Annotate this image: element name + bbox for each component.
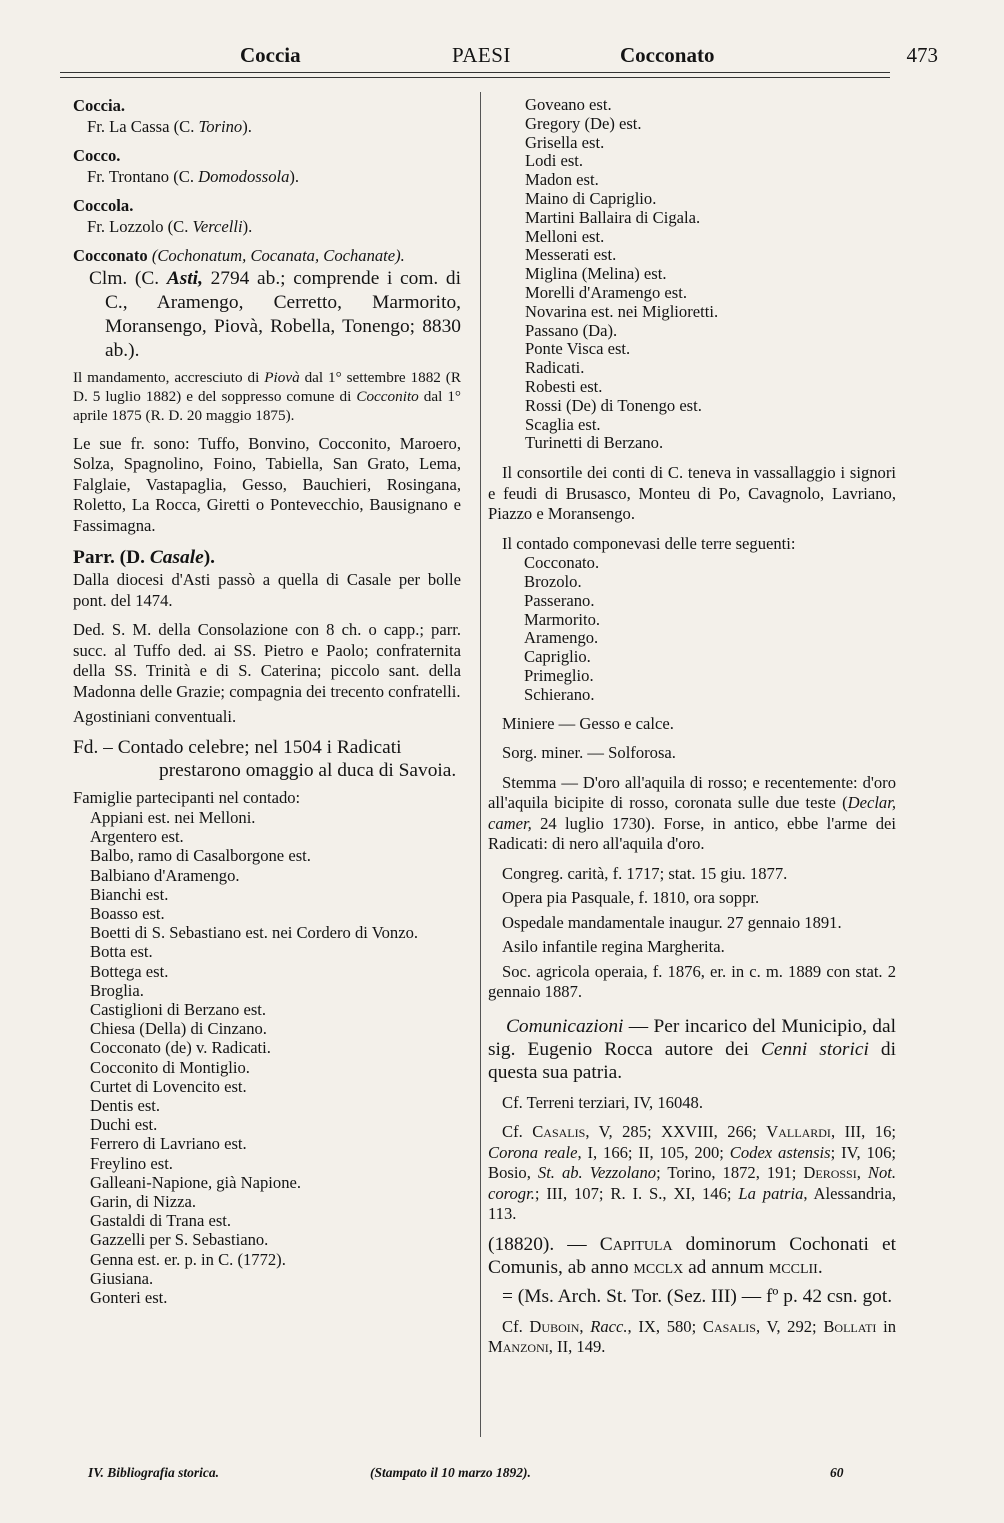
right-column <box>488 96 896 1358</box>
list-item: Bianchi est. <box>90 884 169 904</box>
list-item: Cocconato. <box>524 553 600 573</box>
list-item: Maino di Capriglio. <box>525 188 657 208</box>
list-item: Balbiano d'Aramengo. <box>90 865 240 885</box>
text: Il mandamento, accresciuto di <box>73 368 265 386</box>
text-italic: Declar, camer, <box>488 793 896 833</box>
text: ; III, 107; R. I. S., XI, 146; <box>534 1183 739 1203</box>
text-italic: Casale <box>149 547 204 568</box>
author-name: Bollati <box>823 1316 877 1336</box>
list-item: Lodi est. <box>525 151 584 171</box>
dedica-paragraph: Ded. S. M. della Consolazione con 8 ch. o capp.; parr. succ. al Tuffo ded. ai SS. Pietro e Paolo; confraternita della SS. Trinità e di S. Caterina; piccolo sant. della Madonna delle Grazie; compagnia dei trecento confratelli. <box>73 620 461 701</box>
text: , V, 285; XXVIII, 266; <box>585 1122 767 1142</box>
text-smallcaps: mcclii <box>768 1256 818 1278</box>
list-item: Gregory (De) est. <box>525 113 642 133</box>
list-item: Melloni est. <box>525 226 605 246</box>
text-italic: Comunicazioni <box>506 1015 624 1037</box>
diocesi-paragraph: Dalla diocesi d'Asti passò a quella di Casale per bolle pont. del 1474. <box>73 570 461 610</box>
list-item: Aramengo. <box>524 628 599 648</box>
text-smallcaps: Capitula <box>599 1233 673 1255</box>
list-item: Capriglio. <box>524 647 591 667</box>
text-italic: St. ab. Vezzolano <box>537 1163 657 1183</box>
list-item: Garin, di Nizza. <box>90 1192 196 1212</box>
header-rule-bottom <box>60 77 890 78</box>
text: Cf. <box>502 1316 530 1336</box>
list-item: Passano (Da). <box>525 320 618 340</box>
opera-pia-line: Opera pia Pasquale, f. 1810, ora soppr. <box>502 888 760 908</box>
text: ; IV, 106; Bosio, <box>488 1142 896 1183</box>
list-item: Balbo, ramo di Casalborgone est. <box>90 846 311 866</box>
author-name: Casalis <box>702 1316 756 1336</box>
text: dal 1° settembre 1882 (R D. 5 luglio 1882) e del soppresso comune di <box>73 368 461 405</box>
text: , II, 149. <box>548 1337 606 1357</box>
list-item: Argentero est. <box>90 827 184 847</box>
list-item: Gonteri est. <box>90 1288 168 1308</box>
entry-place: Domodossola <box>198 166 290 186</box>
list-item: Radicati. <box>525 358 585 378</box>
entry-place: Vercelli <box>192 216 243 236</box>
text-italic: Not. corogr. <box>488 1163 896 1203</box>
text-italic: Codex astensis <box>729 1142 831 1162</box>
list-item: Botta est. <box>90 942 153 962</box>
stemma-paragraph <box>488 773 896 855</box>
list-item: Castiglioni di Berzano est. <box>90 1000 267 1020</box>
list-item: Marmorito. <box>524 609 601 629</box>
list-item: Robesti est. <box>525 376 603 396</box>
famiglie-list <box>73 808 461 1307</box>
list-item: Boetti di S. Sebastiano est. nei Cordero di Vonzo. <box>90 923 419 943</box>
text-smallcaps: mcclx <box>633 1256 684 1278</box>
page-number: 473 <box>906 43 938 67</box>
footer-signature: 60 <box>830 1465 844 1480</box>
list-item: Bottega est. <box>90 961 169 981</box>
list-item: Appiani est. nei Melloni. <box>90 808 256 827</box>
list-item: Cocconito di Montiglio. <box>90 1057 250 1077</box>
entry-coccia <box>73 96 461 137</box>
main-entry-title: Cocconato <box>73 246 148 265</box>
clm-text-end: 2794 ab.; comprende i com. di C., Aramengo, Cerretto, Marmorito, Moransengo, Piovà, Robella, Tonengo; 8830 ab.). <box>105 267 462 361</box>
running-head-right: Cocconato <box>620 43 715 67</box>
text: (18820). — <box>488 1233 600 1255</box>
footer-left: IV. Bibliografia storica. <box>88 1465 220 1480</box>
text: 24 luglio 1730). Forse, in antico, ebbe l'arme dei Radicati: di nero all'aquila d'oro. <box>488 813 896 854</box>
text: , III, 16; <box>830 1122 896 1142</box>
text-italic: Cocconito <box>356 387 419 405</box>
list-item: Dentis est. <box>90 1096 161 1116</box>
main-entry-variants: (Cochonatum, Cocanata, Cochanate). <box>151 246 405 265</box>
list-item: Miglina (Melina) est. <box>525 264 667 284</box>
text-italic: Piovà <box>264 368 300 386</box>
parrocchia-heading <box>73 546 461 570</box>
text: dominorum Cochonati et Comunis, ab anno <box>488 1233 897 1278</box>
page-header <box>60 40 950 70</box>
fd-paragraph: Fd. – Contado celebre; nel 1504 i Radicati prestarono omaggio al duca di Savoia. <box>73 736 457 781</box>
text: Cf. <box>502 1122 533 1142</box>
famiglie-list-continued <box>488 96 896 453</box>
text: , I, 166; II, 105, 200; <box>577 1142 730 1162</box>
list-item: Chiesa (Della) di Cinzano. <box>90 1019 267 1039</box>
text-italic: Cenni storici <box>760 1038 869 1060</box>
entry-detail: Fr. Trontano (C. <box>87 166 199 186</box>
entry-title: Coccia. <box>73 96 126 115</box>
list-item: Scaglia est. <box>525 414 601 434</box>
terre-list <box>488 554 896 704</box>
cf-duboin-paragraph <box>488 1317 896 1358</box>
mandamento-paragraph <box>73 368 461 425</box>
list-item: Goveano est. <box>525 95 612 114</box>
list-item: Brozolo. <box>524 571 582 591</box>
cf-terreni-line: Cf. Terreni terziari, IV, 16048. <box>502 1092 703 1112</box>
list-item: Freylino est. <box>90 1153 173 1173</box>
entry-title: Cocco. <box>73 146 121 165</box>
text: ad annum <box>683 1256 769 1278</box>
left-column <box>73 96 461 1307</box>
list-item: Novarina est. nei Miglioretti. <box>525 301 719 321</box>
text: di questa sua patria. <box>488 1038 897 1083</box>
author-name: Vallardi <box>766 1122 831 1142</box>
author-name: Manzoni <box>488 1337 549 1357</box>
clm-text: Clm. (C. <box>89 267 167 289</box>
text-italic: La patria <box>738 1183 804 1203</box>
entry-detail: Fr. Lozzolo (C. <box>87 216 193 236</box>
list-item: Grisella est. <box>525 132 605 152</box>
entry-coccola <box>73 196 461 237</box>
clm-place: Asti, <box>166 267 203 289</box>
list-item: Curtet di Lovencito est. <box>90 1076 247 1096</box>
list-item: Primeglio. <box>524 665 594 685</box>
entry-detail-end: ). <box>289 166 300 186</box>
text: , IX, 580; <box>627 1316 703 1336</box>
header-rule-top <box>60 72 890 73</box>
text: in <box>876 1316 896 1336</box>
text-italic: Corona reale <box>488 1142 578 1162</box>
congregazione-line: Congreg. carità, f. 1717; stat. 15 giu. 1877. <box>502 863 788 883</box>
entry-cocconato <box>73 246 461 363</box>
entry-detail-end: ). <box>242 116 252 136</box>
author-name: Duboin <box>529 1316 580 1336</box>
list-item: Morelli d'Aramengo est. <box>525 282 687 302</box>
list-item: Madon est. <box>525 170 599 190</box>
running-head-center: PAESI <box>452 43 511 67</box>
text: ). <box>203 547 216 568</box>
frazioni-paragraph: Le sue fr. sono: Tuffo, Bonvino, Cocconito, Maroero, Solza, Spagnolino, Foino, Tabiella, San Grato, Lema, Falglaie, Vastapaglia, Gesso, Bauchieri, Rosingana, Roletto, La Rocca, Giretti o Pontevecchio, Bausignano e Fassimagna. <box>73 433 461 535</box>
text: Parr. (D. <box>73 547 150 568</box>
text: ; Torino, 1872, 191; <box>656 1163 804 1183</box>
famiglie-heading: Famiglie partecipanti nel contado: <box>73 787 301 807</box>
author-name: Derossi <box>803 1163 857 1183</box>
sorgenti-line: Sorg. miner. — Solforosa. <box>502 743 676 763</box>
entry-title: Coccola. <box>73 196 134 215</box>
list-item: Cocconato (de) v. Radicati. <box>90 1038 271 1058</box>
list-item: Ferrero di Lavriano est. <box>90 1134 247 1154</box>
running-head-left: Coccia <box>240 43 301 67</box>
agostiniani-line: Agostiniani conventuali. <box>73 707 237 726</box>
list-item: Gastaldi di Trana est. <box>90 1211 232 1231</box>
list-item: Rossi (De) di Tonengo est. <box>525 395 702 415</box>
societa-line: Soc. agricola operaia, f. 1876, er. in c. m. 1889 con stat. 2 gennaio 1887. <box>488 961 896 1002</box>
clm-paragraph <box>73 267 461 363</box>
entry-place: Torino <box>198 116 243 136</box>
author-name: Casalis <box>532 1122 586 1142</box>
capitula-paragraph <box>488 1233 896 1279</box>
list-item: Messerati est. <box>525 245 617 265</box>
text: dal 1° aprile 1875 (R. D. 20 maggio 1875). <box>73 387 461 424</box>
contado-heading: Il contado componevasi delle terre seguenti: <box>502 533 796 553</box>
entry-cocco <box>73 146 461 187</box>
list-item: Turinetti di Berzano. <box>525 433 664 453</box>
list-item: Boasso est. <box>90 904 165 924</box>
manuscript-paragraph: = (Ms. Arch. St. Tor. (Sez. III) — fº p. 42 csn. got. <box>502 1285 893 1307</box>
list-item: Genna est. er. p. in C. (1772). <box>90 1249 286 1269</box>
consortile-paragraph: Il consortile dei conti di C. teneva in vassallaggio i signori e feudi di Brusasco, Monteu di Po, Cavagnolo, Lavriano, Piazzo e Moransengo. <box>488 463 896 524</box>
footer-center: (Stampato il 10 marzo 1892). <box>370 1465 531 1480</box>
miniere-line: Miniere — Gesso e calce. <box>502 713 674 733</box>
text: . <box>817 1256 823 1278</box>
cf-bibliography-paragraph <box>488 1122 896 1225</box>
asilo-line: Asilo infantile regina Margherita. <box>502 937 725 957</box>
list-item: Ponte Visca est. <box>525 339 631 359</box>
text-italic: Racc. <box>590 1316 628 1336</box>
text: — Per incarico del Municipio, dal sig. Eugenio Rocca autore dei <box>488 1015 896 1060</box>
column-divider <box>480 92 481 1437</box>
list-item: Gazzelli per S. Sebastiano. <box>90 1230 269 1250</box>
text: , <box>856 1163 868 1183</box>
ospedale-line: Ospedale mandamentale inaugur. 27 gennaio 1891. <box>502 912 842 932</box>
text: , V, 292; <box>755 1316 824 1336</box>
list-item: Broglia. <box>90 980 144 1000</box>
page-footer <box>60 1465 940 1485</box>
list-item: Schierano. <box>524 684 595 704</box>
list-item: Duchi est. <box>90 1115 158 1135</box>
list-item: Passerano. <box>524 590 595 610</box>
list-item: Giusiana. <box>90 1268 154 1288</box>
text: , <box>579 1316 591 1336</box>
entry-detail: Fr. La Cassa (C. <box>87 116 199 136</box>
list-item: Galleani-Napione, già Napione. <box>90 1172 302 1192</box>
text: , Alessandria, 113. <box>488 1183 896 1224</box>
comunicazioni-paragraph <box>488 1015 896 1084</box>
list-item: Martini Ballaira di Cigala. <box>525 207 701 227</box>
text: Stemma — D'oro all'aquila di rosso; e recentemente: d'oro all'aquila bicipite di rosso, coronata sulle due teste ( <box>488 772 896 813</box>
entry-detail-end: ). <box>242 216 253 236</box>
